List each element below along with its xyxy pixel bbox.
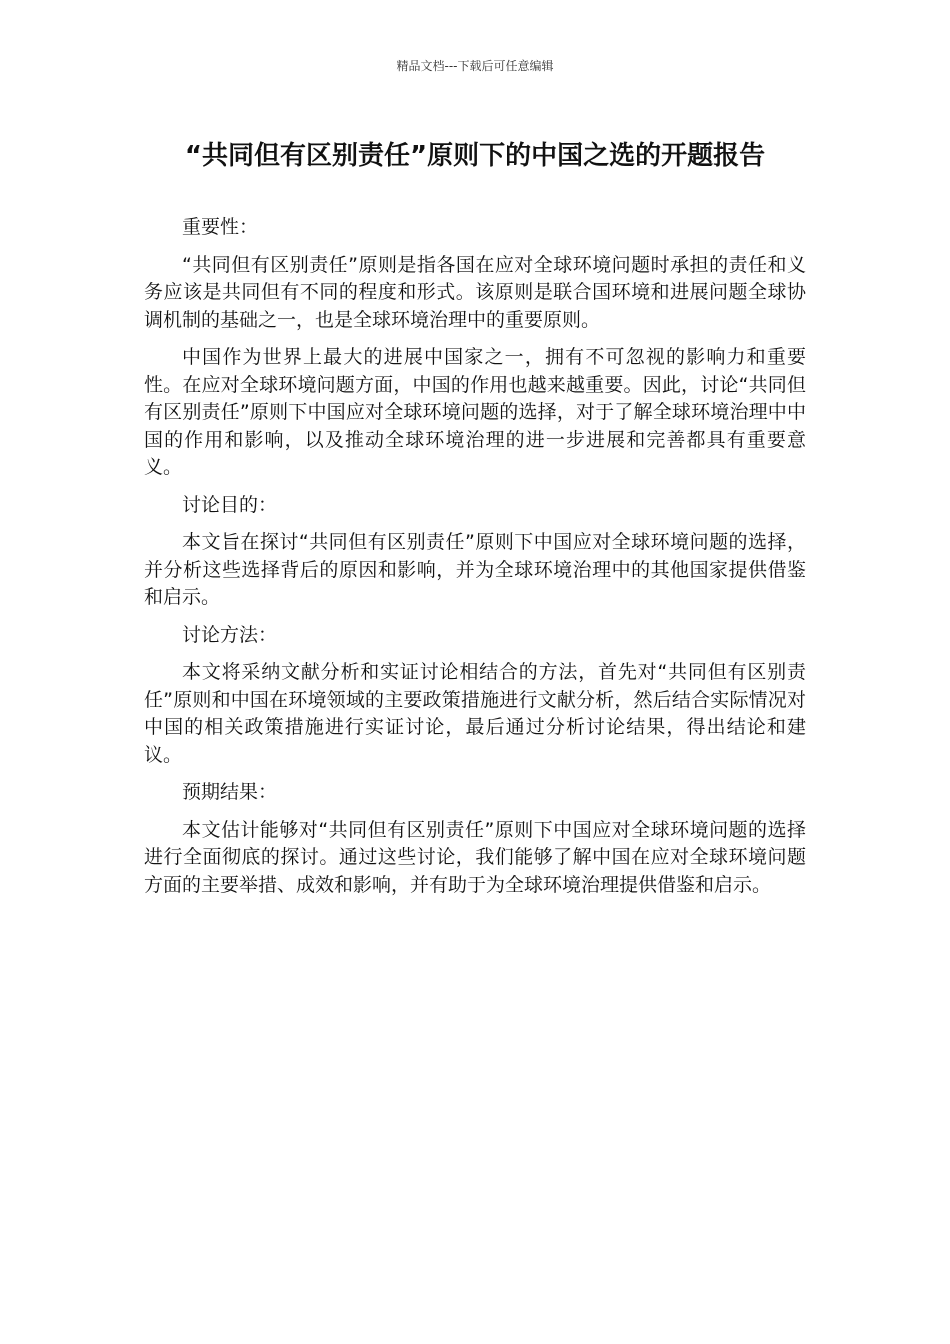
section-heading-importance: 重要性： bbox=[182, 216, 259, 238]
paragraph: 本文将采纳文献分析和实证讨论相结合的方法，首先对“共同但有区别责任”原则和中国在环境领域的主要政策措施进行文献分析，然后结合实际情况对中国的相关政策措施进行实证讨论，最后通过分析讨论结果，得出结论和建议。 bbox=[144, 661, 806, 766]
section-heading-method: 讨论方法： bbox=[182, 623, 278, 646]
header-note: 精品文档---下载后可任意编辑 bbox=[396, 59, 554, 73]
document-title: “共同但有区别责任”原则下的中国之选的开题报告 bbox=[184, 141, 766, 171]
document-body bbox=[144, 214, 806, 909]
paragraph: 本文估计能够对“共同但有区别责任”原则下中国应对全球环境问题的选择进行全面彻底的探讨。通过这些讨论，我们能够了解中国在应对全球环境问题方面的主要举措、成效和影响，并有助于为全球环境治理提供借鉴和启示。 bbox=[144, 818, 806, 896]
paragraph: 本文旨在探讨“共同但有区别责任”原则下中国应对全球环境问题的选择，并分析这些选择背后的原因和影响，并为全球环境治理中的其他国家提供借鉴和启示。 bbox=[144, 531, 806, 608]
paragraph: “共同但有区别责任”原则是指各国在应对全球环境问题时承担的责任和义务应该是共同但有不同的程度和形式。该原则是联合国环境和进展问题全球协调机制的基础之一，也是全球环境治理中的重要原则。 bbox=[144, 253, 806, 331]
section-heading-purpose: 讨论目的： bbox=[182, 493, 278, 516]
section-heading-expected-results: 预期结果： bbox=[182, 781, 278, 803]
paragraph: 中国作为世界上最大的进展中国家之一，拥有不可忽视的影响力和重要性。在应对全球环境问题方面，中国的作用也越来越重要。因此，讨论“共同但有区别责任”原则下中国应对全球环境问题的选择，对于了解全球环境治理中中国的作用和影响，以及推动全球环境治理的进一步进展和完善都具有重要意义。 bbox=[144, 346, 806, 478]
